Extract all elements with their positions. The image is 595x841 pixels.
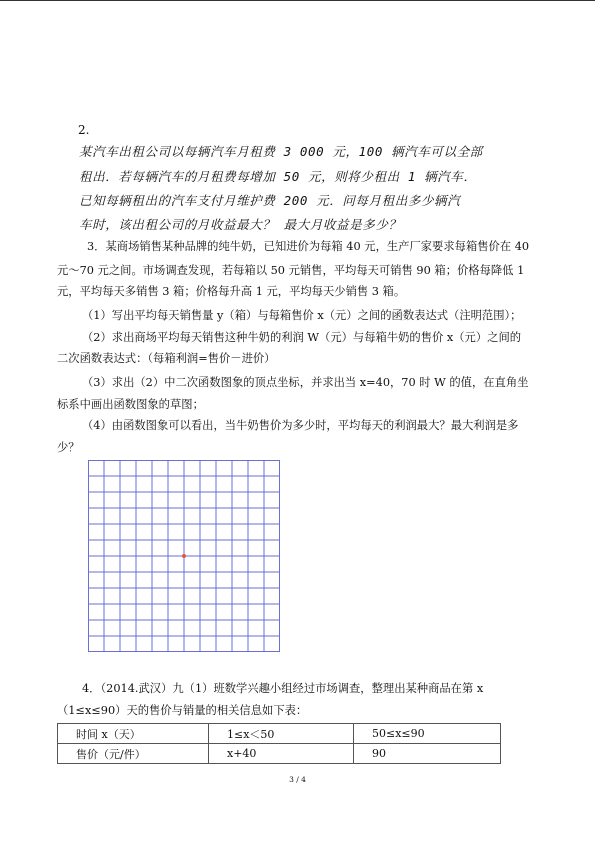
problem-3-part-4-cont: 少？ xyxy=(57,441,80,454)
problem-3-part-1: （1）写出平均每天销售量 y（箱）与每箱售价 x（元）之间的函数表达式（注明范围）； xyxy=(82,309,522,322)
table-cell: x+40 xyxy=(209,744,354,764)
grid-origin-dot xyxy=(182,554,186,558)
problem-2-line-3: 已知每辆租出的汽车支付月维护费 200 元．问每月租出多少辆汽 xyxy=(79,193,461,208)
problem-2-line-2: 租出．若每辆汽车的月租费每增加 50 元，则将少租出 1 辆汽车． xyxy=(79,169,477,184)
problem-3-line-3: 元，平均每天多销售 3 箱；价格每升高 1 元，平均每天少销售 3 箱。 xyxy=(57,285,406,298)
price-table xyxy=(57,723,501,764)
table-row xyxy=(58,724,501,744)
table-cell: 90 xyxy=(354,744,501,764)
problem-3-part-3: （3）求出（2）中二次函数图象的顶点坐标，并求出当 x=40，70 时 W 的值，在直角坐 xyxy=(82,376,529,389)
page-number: 3 / 4 xyxy=(289,775,306,784)
problem-3-part-4: （4）由函数图象可以看出，当牛奶售价为多少时，平均每天的利润最大？最大利润是多 xyxy=(82,419,519,432)
problem-2-line-4: 车时，该出租公司的月收益最大？ 最大月收益是多少？ xyxy=(79,217,402,232)
table-cell: 50≤x≤90 xyxy=(354,724,501,744)
problem-3-part-2-cont: 二次函数表达式：（每箱利润=售价－进价） xyxy=(57,352,276,365)
problem-4-line-2: （1≤x≤90）天的售价与销量的相关信息如下表： xyxy=(57,704,308,717)
problem-3-line-1: 3．某商场销售某种品牌的纯牛奶，已知进价为每箱 40 元，生产厂家要求每箱售价在 40 xyxy=(87,240,530,253)
table-cell: 1≤x＜50 xyxy=(209,724,354,744)
problem-4-line-1: 4．（2014.武汉）九（1）班数学兴趣小组经过市场调查，整理出某种商品在第 x xyxy=(82,682,484,695)
top-rule xyxy=(0,0,595,1)
table-cell: 时间 x（天） xyxy=(58,724,209,744)
coordinate-grid xyxy=(88,460,280,652)
problem-3-line-2: 元～70 元之间。市场调查发现，若每箱以 50 元销售，平均每天可销售 90 箱；价格每降低 1 xyxy=(57,264,525,277)
table-cell: 售价（元/件） xyxy=(58,744,209,764)
problem-2-number: 2. xyxy=(78,123,90,137)
problem-3-part-3-cont: 标系中画出函数图象的草图； xyxy=(57,398,204,411)
problem-2-line-1: 某汽车出租公司以每辆汽车月租费 3 000 元，100 辆汽车可以全部 xyxy=(79,144,483,159)
table-row xyxy=(58,744,501,764)
problem-3-part-2: （2）求出商场平均每天销售这种牛奶的利润 W（元）与每箱牛奶的售价 x（元）之间的 xyxy=(82,331,522,344)
